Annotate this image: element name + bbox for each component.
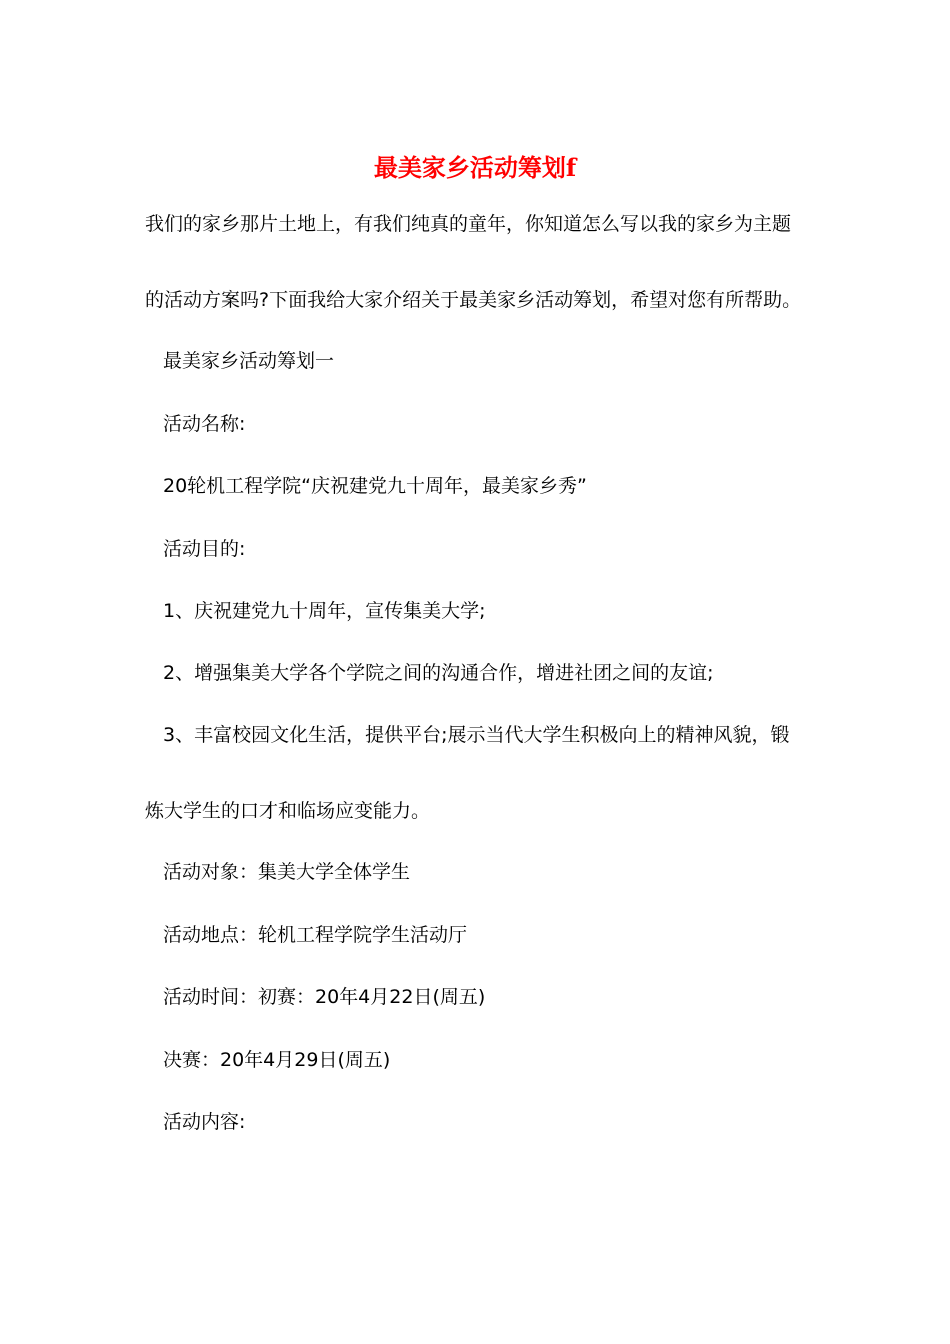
activity-name-value: 20轮机工程学院“庆祝建党九十周年，最美家乡秀” <box>163 475 587 497</box>
final-round-time: 决赛：20年4月29日(周五) <box>163 1049 391 1071</box>
document-title: 最美家乡活动筹划f <box>373 153 577 182</box>
purpose-item-2: 2、增强集美大学各个学院之间的沟通合作，增进社团之间的友谊; <box>163 662 714 684</box>
activity-location: 活动地点：轮机工程学院学生活动厅 <box>163 924 468 946</box>
purpose-item-1: 1、庆祝建党九十周年，宣传集美大学; <box>163 600 486 622</box>
activity-purpose-label: 活动目的: <box>163 538 246 560</box>
activity-target: 活动对象：集美大学全体学生 <box>163 861 411 883</box>
intro-line-2: 的活动方案吗?下面我给大家介绍关于最美家乡活动筹划，希望对您有所帮助。 <box>145 289 802 311</box>
purpose-item-3: 3、丰富校园文化生活，提供平台;展示当代大学生积极向上的精神风貌，锻 <box>163 724 790 746</box>
activity-content-label: 活动内容: <box>163 1111 246 1133</box>
activity-name-label: 活动名称: <box>163 413 246 435</box>
intro-line-1: 我们的家乡那片土地上，有我们纯真的童年，你知道怎么写以我的家乡为主题 <box>145 213 792 235</box>
purpose-item-3-continued: 炼大学生的口才和临场应变能力。 <box>145 800 431 822</box>
activity-time: 活动时间：初赛：20年4月22日(周五) <box>163 986 486 1008</box>
section-heading: 最美家乡活动筹划一 <box>163 350 335 372</box>
